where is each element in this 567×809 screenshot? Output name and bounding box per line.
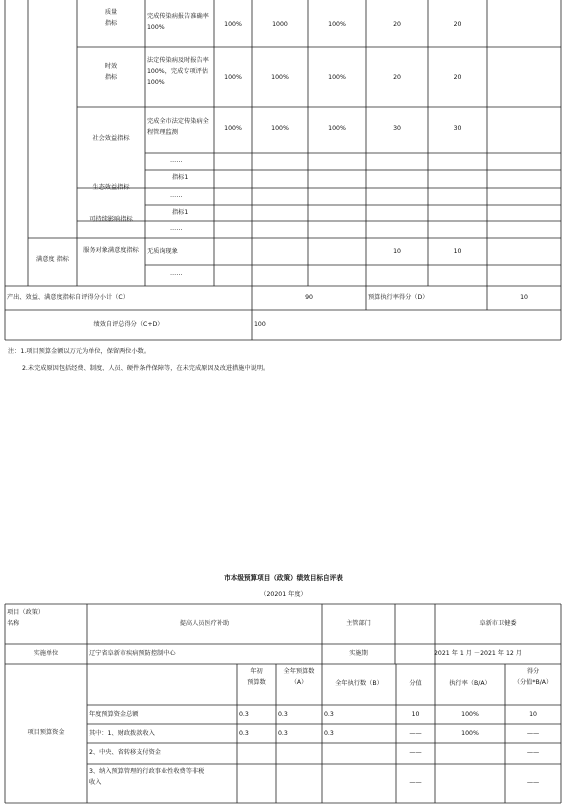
- page-title: 市本级预算项目（政策）绩效目标自评表: [224, 574, 343, 582]
- row-points: ——: [526, 778, 540, 786]
- row-score: ——: [409, 748, 422, 756]
- total-score-label: 绩效自评总得分（C+D）: [93, 320, 164, 328]
- table-row: 3、纳入预算管理的行政事业性收费等非税 收入: [89, 768, 205, 786]
- table-row: 其中：1、财政拨款收入: [89, 729, 155, 737]
- project-name-value: 提高人员医疗补助: [179, 619, 230, 627]
- ecological-benefit-indicator-label: 生态效益指标: [92, 183, 130, 191]
- row-points: ——: [526, 729, 540, 737]
- budget-execution-label: 预算执行率得分（D）: [368, 293, 429, 301]
- table-row: 年度预算资金总额: [89, 710, 139, 718]
- subtotal-label: 产出、效益、满意度指标自评得分小计（C）: [7, 293, 129, 301]
- sustainable-item: 指标1: [172, 208, 189, 216]
- quality-score: 20: [393, 20, 401, 28]
- header-score: 分值: [409, 679, 422, 687]
- satisfaction-score: 10: [393, 247, 401, 255]
- social-points: 30: [453, 124, 462, 132]
- row-rate: 100%: [461, 729, 479, 737]
- row-initial-budget: 0.3: [239, 729, 249, 737]
- row-score: 10: [411, 710, 420, 718]
- quality-indicator-desc: 完成传染病报告准确率100%: [147, 13, 209, 31]
- table-row: 2、中央、省转移支付资金: [89, 748, 161, 756]
- quality-value-2: 1000: [272, 20, 288, 28]
- header-full-year-budget: 全年预算数 （A）: [283, 668, 315, 686]
- implementation-period-label: 实施期: [349, 649, 368, 657]
- social-score: 30: [393, 124, 401, 132]
- project-funds-label: 项目预算资金: [27, 728, 65, 736]
- total-score-value: 100: [254, 320, 266, 328]
- implementation-period-value: 2021 年 1 月 －2021 年 12 月: [433, 649, 522, 657]
- timeliness-score: 20: [393, 73, 401, 81]
- note-1: 注：1.项目预算金额以万元为单位，保留两位小数。: [8, 348, 151, 355]
- row-execution: 0.3: [324, 710, 334, 718]
- department-value: 阜新市卫健委: [479, 619, 517, 627]
- header-execution-rate: 执行率（B/A）: [449, 679, 491, 687]
- timeliness-indicator-desc: 法定传染病及时报告率100%，完成专项评估100%: [147, 57, 209, 86]
- header-full-year-execution: 全年执行数（B）: [335, 679, 383, 687]
- social-benefit-indicator-desc: 完成全市法定传染病全程管理监测: [147, 118, 209, 136]
- subtotal-value: 90: [305, 293, 313, 301]
- social-benefit-indicator-label: 社会效益指标: [92, 134, 130, 142]
- row-execution: 0.3: [324, 729, 334, 737]
- timeliness-indicator-label: 时效 指标: [104, 63, 118, 81]
- social-ellipsis: ……: [170, 156, 183, 164]
- timeliness-value-2: 100%: [271, 73, 289, 81]
- ecological-ellipsis: ……: [170, 191, 183, 199]
- note-2: 2.未完成原因包括经费、制度、人员、硬件条件保障等，在未完成原因及改进措施中说明。: [22, 365, 270, 372]
- quality-value-3: 100%: [328, 20, 346, 28]
- budget-execution-value: 10: [520, 293, 528, 301]
- timeliness-value-1: 100%: [224, 73, 242, 81]
- row-initial-budget: 0.3: [239, 710, 249, 718]
- sustainable-impact-indicator-label: 可持续影响指标: [89, 215, 133, 223]
- satisfaction-group-label: 满意度 指标: [36, 255, 69, 263]
- row-score: ——: [409, 778, 422, 786]
- row-rate: 100%: [461, 710, 479, 718]
- service-satisfaction-indicator-label: 服务对象满意度指标: [83, 247, 139, 254]
- page-subtitle: （20201 年度）: [260, 591, 307, 598]
- implementing-unit-value: 辽宁省阜新市疾病预防控制中心: [89, 649, 176, 657]
- sustainable-ellipsis: ……: [170, 224, 183, 232]
- row-points: 10: [529, 710, 537, 718]
- header-points: 得分 （分值*B/A）: [513, 668, 553, 686]
- header-year-initial-budget: 年初 预算数: [247, 668, 266, 686]
- implementing-unit-label: 实施单位: [33, 649, 59, 657]
- quality-indicator-label: 质量 指标: [104, 9, 118, 27]
- ecological-item: 指标1: [172, 173, 189, 181]
- department-label: 主管部门: [346, 619, 371, 627]
- row-points: ——: [526, 748, 540, 756]
- row-score: ——: [409, 729, 422, 737]
- timeliness-points: 20: [453, 73, 462, 81]
- social-value-2: 100%: [271, 124, 289, 132]
- project-name-label: 项目（政策） 名称: [7, 609, 45, 627]
- social-value-3: 100%: [328, 124, 346, 132]
- satisfaction-ellipsis: ……: [170, 269, 183, 277]
- row-full-budget: 0.3: [278, 729, 288, 737]
- satisfaction-points: 10: [453, 247, 462, 255]
- timeliness-value-3: 100%: [328, 73, 346, 81]
- satisfaction-desc: 无质询现象: [147, 247, 178, 255]
- quality-value-1: 100%: [224, 20, 242, 28]
- quality-points: 20: [453, 20, 462, 28]
- row-full-budget: 0.3: [278, 710, 288, 718]
- social-value-1: 100%: [224, 124, 242, 132]
